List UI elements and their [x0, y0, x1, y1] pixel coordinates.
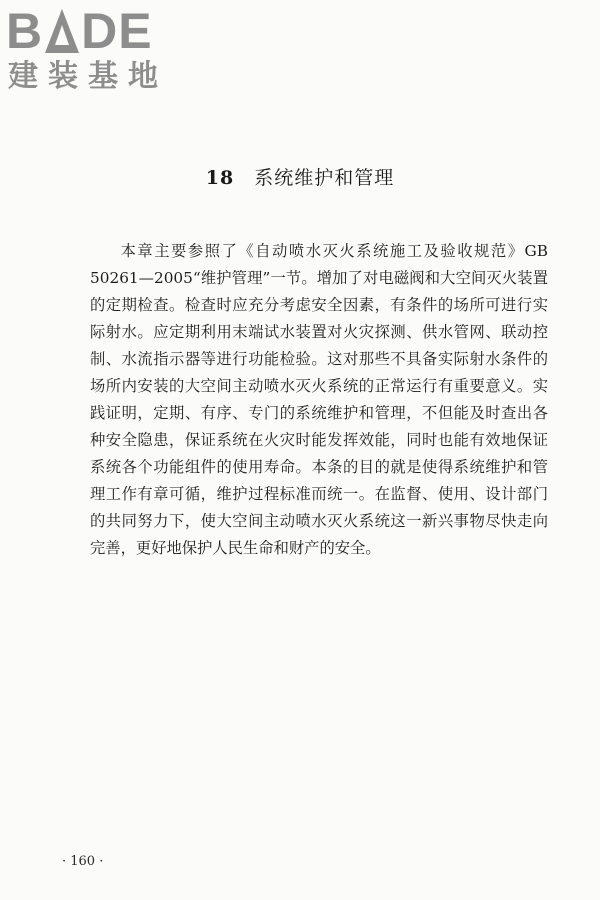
watermark-logo — [6, 4, 176, 94]
logo-letters-de: DE — [81, 3, 153, 59]
logo-chinese-name: 建装基地 — [8, 59, 168, 94]
page-number: · 160 · — [62, 854, 104, 869]
chapter-title-text: 系统维护和管理 — [254, 167, 395, 189]
body-paragraph: 本章主要参照了《自动喷水灭火系统施工及验收规范》GB 50261—2005“维护管理”一节。增加了对电磁阀和大空间灭火装置的定期检查。检查时应充分考虑安全因素，有条件的场所可进行实际射水。应定期利用末端试水装置对火灾探测、供水管网、联动控制、水流指示器等进行功能检验。这对那些不具备实际射水条件的场所内安装的大空间主动喷水灭火系统的正常运行有重要意义。实践证明，定期、有序、专门的系统维护和管理，不但能及时查出各种安全隐患，保证系统在火灾时能发挥效能，同时也能有效地保证系统各个功能组件的使用寿命。本条的目的就是使得系统维护和管理工作有章可循，维护过程标准而统一。在监督、使用、设计部门的共同努力下，使大空间主动喷水灭火系统这一新兴事物尽快走向完善，更好地保护人民生命和财产的安全。 — [90, 242, 548, 557]
logo-a-triangle-icon — [45, 9, 79, 53]
logo-wordmark — [6, 4, 153, 58]
chapter-number: 18 — [205, 167, 235, 189]
chapter-heading — [0, 163, 600, 190]
logo-letter-b: B — [6, 3, 44, 59]
